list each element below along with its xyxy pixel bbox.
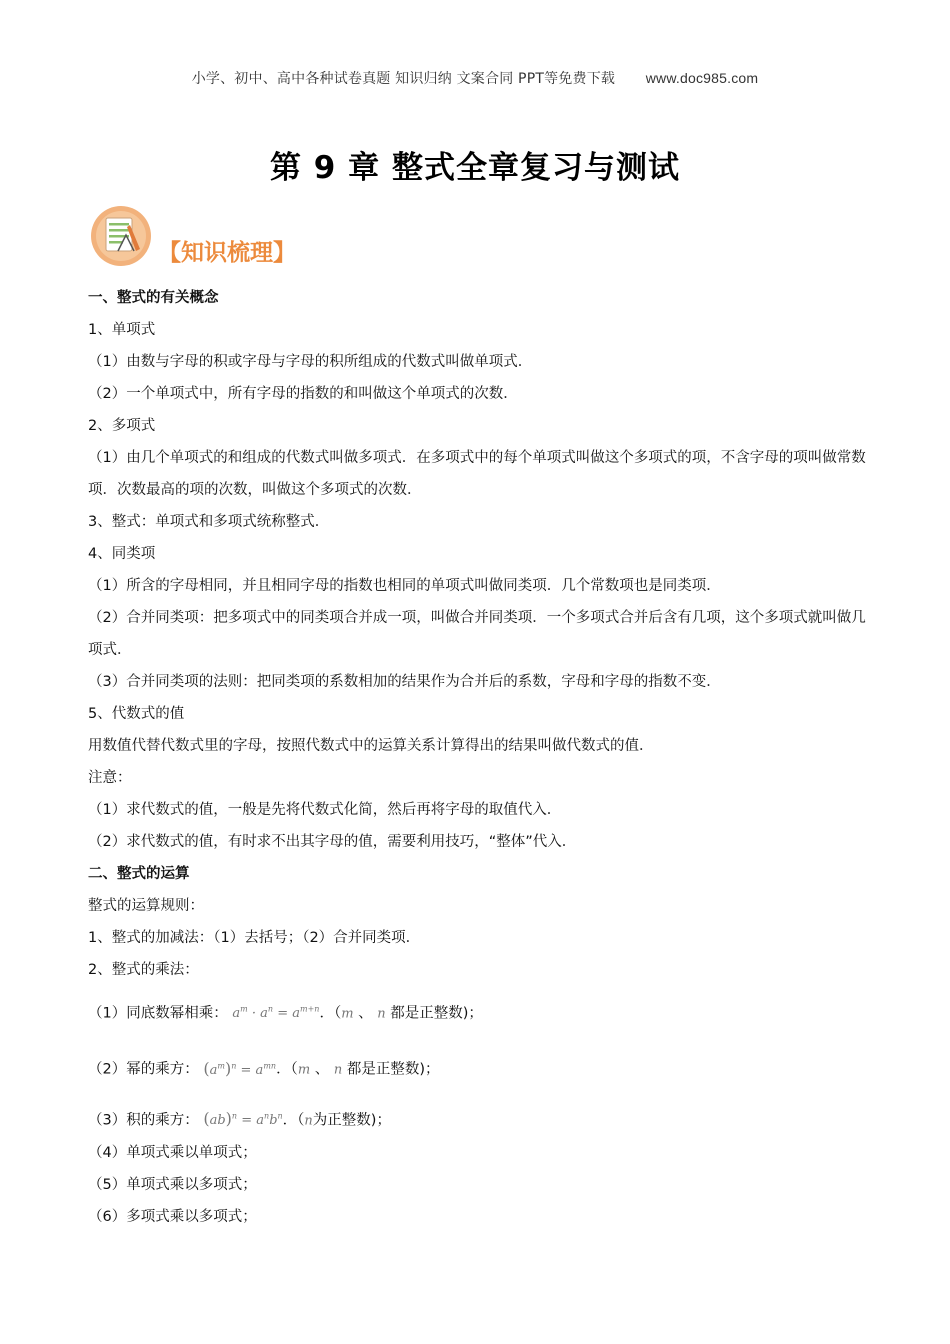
- header-text: 小学、初中、高中各种试卷真题 知识归纳 文案合同 PPT等免费下载: [191, 71, 616, 87]
- like-terms-def: （1）所含的字母相同，并且相同字母的指数也相同的单项式叫做同类项．几个常数项也是同类项．: [88, 578, 721, 594]
- rule-same-base: （1）同底数幂相乘： $a^m \cdot a^n = a^{m+n}$．（m 、 n 都是正整数)；: [88, 1005, 483, 1022]
- rule-power-of-product: （3）积的乘方： $(ab)^n = a^nb^n$．（n为正整数)；: [88, 1108, 391, 1128]
- combine-rule: （3）合并同类项的法则：把同类项的系数相加的结果作为合并后的系数，字母和字母的指数不变．: [88, 674, 721, 690]
- note-1: （1）求代数式的值，一般是先将代数式化简，然后再将字母的取值代入．: [88, 802, 562, 818]
- notebook-icon: [90, 205, 152, 267]
- item-monomial: 1、单项式: [88, 322, 156, 338]
- operation-rules: 整式的运算规则：: [88, 898, 204, 914]
- rule-monomial-monomial: （4）单项式乘以单项式；: [88, 1144, 257, 1161]
- section-heading: 【知识梳理】: [158, 240, 296, 266]
- integral-expression-def: 3、整式：单项式和多项式统称整式．: [88, 514, 330, 530]
- page-title: 第 9 章 整式全章复习与测试: [270, 150, 680, 186]
- formula-same-base: $a^m \cdot a^n = a^{m+n}$: [232, 1005, 320, 1022]
- addition-subtraction: 1、整式的加减法：（1）去括号；（2）合并同类项．: [88, 930, 421, 946]
- rule-power-of-power: （2）幂的乘方： $(a^m)^n = a^{mn}$．（m 、 n 都是正整数)；: [88, 1058, 440, 1078]
- item-expression-value: 5、代数式的值: [88, 706, 185, 722]
- monomial-def: （1）由数与字母的积或字母与字母的积所组成的代数式叫做单项式．: [88, 354, 533, 370]
- section-two-heading: 二、整式的运算: [88, 866, 190, 882]
- section-one-heading: 一、整式的有关概念: [88, 290, 219, 306]
- formula-power-of-power: $(a^m)^n = a^{mn}$: [203, 1058, 277, 1078]
- rule-polynomial-polynomial: （6）多项式乘以多项式；: [88, 1208, 257, 1225]
- page-header: [0, 68, 950, 88]
- item-polynomial: 2、多项式: [88, 418, 156, 434]
- header-site-link[interactable]: www.doc985.com: [645, 70, 759, 86]
- item-like-terms: 4、同类项: [88, 546, 156, 562]
- monomial-degree: （2）一个单项式中，所有字母的指数的和叫做这个单项式的次数．: [88, 386, 518, 402]
- rule-monomial-polynomial: （5）单项式乘以多项式；: [88, 1176, 257, 1193]
- combine-like-terms: （2）合并同类项：把多项式中的同类项合并成一项，叫做合并同类项．一个多项式合并后含有几项，这个多项式就叫做几项式．: [88, 610, 866, 658]
- content: [88, 282, 868, 1233]
- note-label: 注意：: [88, 770, 132, 786]
- multiplication-heading: 2、整式的乘法：: [88, 962, 199, 978]
- note-2: （2）求代数式的值，有时求不出其字母的值，需要利用技巧，“整体”代入．: [88, 834, 577, 850]
- formula-power-of-product: $(ab)^n = a^nb^n$: [203, 1108, 283, 1128]
- polynomial-def: （1）由几个单项式的和组成的代数式叫做多项式．在多项式中的每个单项式叫做这个多项式的项，不含字母的项叫做常数项．次数最高的项的次数，叫做这个多项式的次数．: [88, 450, 866, 498]
- expression-value-def: 用数值代替代数式里的字母，按照代数式中的运算关系计算得出的结果叫做代数式的值．: [88, 738, 654, 754]
